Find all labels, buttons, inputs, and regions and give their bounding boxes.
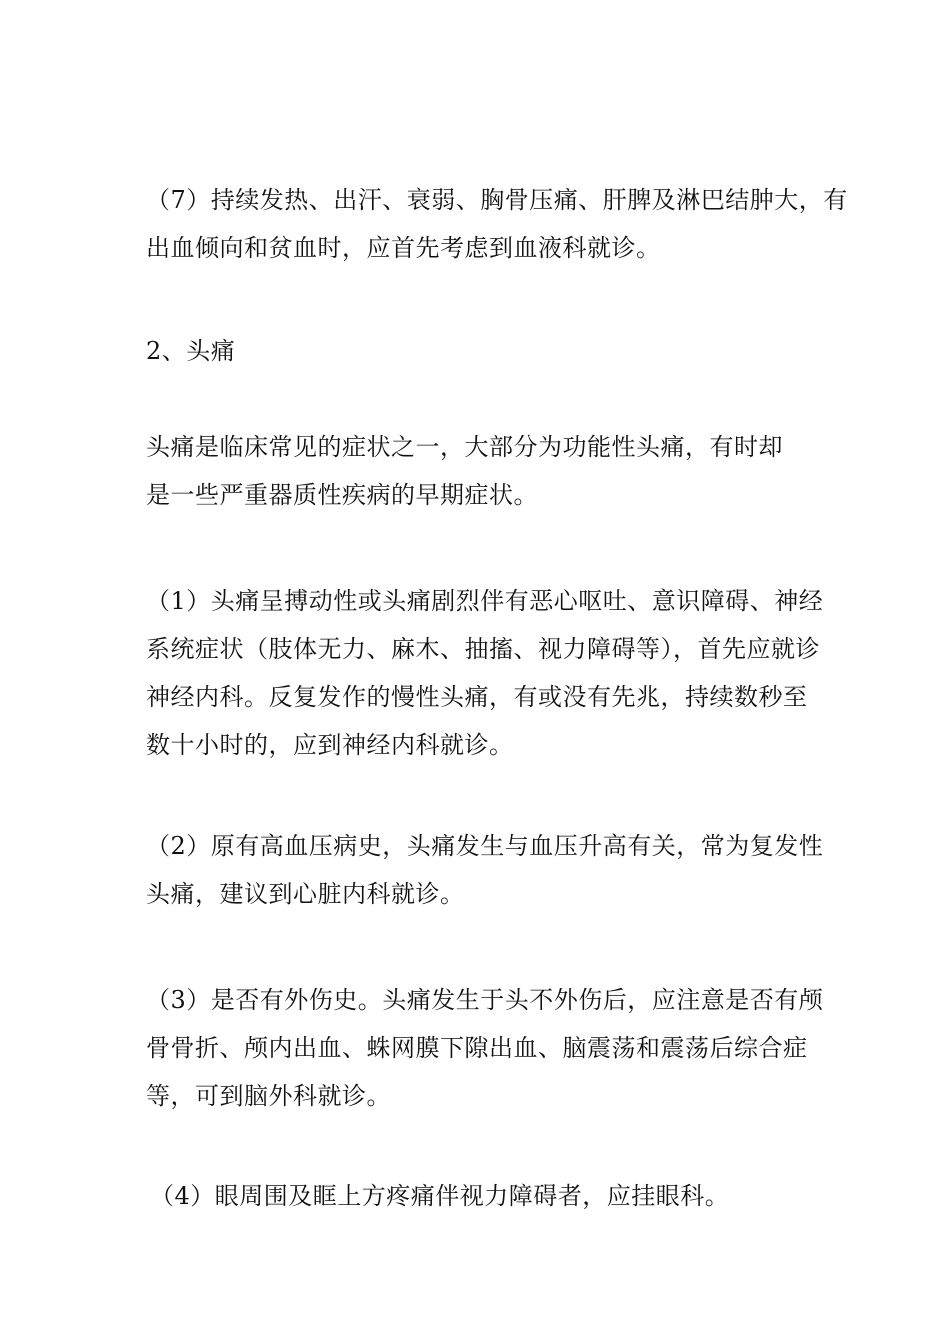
text-line: （7）持续发热、出汗、衰弱、胸骨压痛、肝脾及淋巴结肿大，有 [146, 186, 848, 214]
heading-text: 2、头痛 [146, 337, 236, 365]
text-line: 数十小时的，应到神经内科就诊。 [146, 731, 514, 759]
text-line: 等，可到脑外科就诊。 [146, 1082, 391, 1110]
text-line: （1）头痛呈搏动性或头痛剧烈伴有恶心呕吐、意识障碍、神经 [146, 587, 824, 615]
text-line: 出血倾向和贫血时，应首先考虑到血液科就诊。 [146, 234, 661, 262]
text-line: 是一些严重器质性疾病的早期症状。 [146, 481, 538, 509]
paragraph-intro [146, 423, 811, 519]
paragraph-item-3 [146, 976, 824, 1120]
text-line: 头痛，建议到心脏内科就诊。 [146, 880, 465, 908]
text-line: 神经内科。反复发作的慢性头痛，有或没有先兆，持续数秒至 [146, 683, 808, 711]
text-line: 骨骨折、颅内出血、蛛网膜下隙出血、脑震荡和震荡后综合症 [146, 1034, 808, 1062]
text-line: （3）是否有外伤史。头痛发生于头不外伤后，应注意是否有颅 [146, 986, 824, 1014]
section-heading [146, 327, 811, 375]
text-line: 系统症状（肢体无力、麻木、抽搐、视力障碍等），首先应就诊 [146, 635, 820, 663]
paragraph-item-7 [146, 176, 848, 272]
paragraph-item-1 [146, 577, 824, 769]
text-line: （4）眼周围及眶上方疼痛伴视力障碍者，应挂眼科。 [150, 1182, 730, 1210]
text-line: 头痛是临床常见的症状之一，大部分为功能性头痛，有时却 [146, 433, 783, 461]
paragraph-item-4 [150, 1172, 815, 1220]
text-line: （2）原有高血压病史，头痛发生与血压升高有关，常为复发性 [146, 832, 824, 860]
paragraph-item-2 [146, 822, 824, 918]
